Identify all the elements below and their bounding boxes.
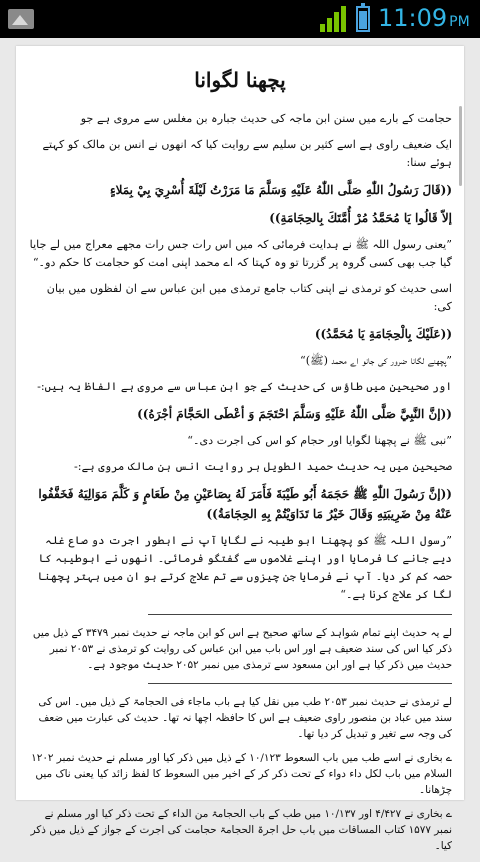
- signal-icon: [320, 6, 348, 32]
- battery-icon: [356, 6, 370, 32]
- scroll-indicator[interactable]: [459, 106, 462, 186]
- arabic-hadith-1b: إلاّ قَالُوا يَا مُحَمَّدُ مُرْ أُمَّتَكَ بِالحِجَامَةِ)): [269, 211, 452, 225]
- image-icon: [8, 9, 34, 29]
- paragraph-3: ”یعنی رسول اللہ ﷺ نے ہدایت فرمائی کہ میں اس رات جس رات مجھے معراج میں لے جایا گیا جب بھی کسی گروہ پر گزرتا تو وہ کہتا کہ اے محمد اپنی امت کو حجامت کا حکم دو۔“: [29, 238, 452, 269]
- paragraph-1: حجامت کے بارے میں سنن ابن ماجہ کی حدیث جبارہ بن مغلس سے مروی ہے جو: [80, 112, 452, 125]
- arabic-hadith-3: ((إنَّ النَّبِيَّ صَلَّى اللّٰهُ عَلَيْهِ وَسَلَّمَ احْتَجَمَ وَ أعْطَى الحَجَّامَ أجْرَهُ)): [137, 407, 452, 421]
- paragraph-7: ”نبی ﷺ نے پچھنا لگوایا اور حجام کو اس کی اجرت دی۔“: [187, 434, 452, 447]
- status-bar: [0, 0, 480, 38]
- footnote-3: ے بخاری نے اسے طب میں باب السعوط ۱۰/۱۲۳ کے ذیل میں ذکر کیا اور مسلم نے حدیث نمبر ۱۲۰۲ السلام میں باب لکل داء دواء کے تحت ذکر کر کے اخیر میں السعوط کا لفظ زائد کیا یعنی ناک میں چڑھانا۔: [31, 752, 452, 796]
- document-page[interactable]: [16, 46, 464, 852]
- page-title: پچھنا لگوانا: [194, 68, 286, 92]
- footnote-divider: [148, 683, 452, 684]
- footnote-1: لے یہ حدیث اپنے تمام شواہد کے ساتھ صحیح ہے اس کو ابن ماجہ نے حدیث نمبر ۳۴۷۹ کے ذیل میں ذکر کیا اس کی سند ضعیف ہے اور اس باب میں ابن عباس کی روایت کو ترمذی نے ۲۰۵۳ نمبر حدیث میں ذکر کیا ہے اور ابن مسعود سے ترمذی میں نمبر ۲۰۵۲ حدیث موجود ہے۔: [32, 627, 452, 671]
- footnote-4: ے بخاری نے ۴/۴۲۷ اور ۱۰/۱۳۷ میں طب کے باب الحجامۃ من الداء کے تحت ذکر کیا اور مسلم نے نمبر ۱۵۷۷ کتاب المساقات میں باب حل اجرۃ الحجامۃ حجامت کی اجرت کے جواز کے ذیل میں ذکر کیا۔: [30, 808, 452, 852]
- status-clock: [378, 4, 470, 32]
- arabic-hadith-4: ((إنَّ رَسُولَ اللّٰهِ ﷺ حَجَمَهُ أَبُو طَيْبَةَ فَأَمَرَ لَهُ بِصَاعَيْنِ مِنْ طَعَامٍ وَ كَلَّمَ مَوَالِيَهُ فَخَفَّفُوا عَنْهُ مِنْ ضَرِيبَتِهِ وَقَالَ خَيْرُ مَا تَدَاوَيْتُمْ بِهِ الحِجَامَةُ)): [38, 487, 452, 521]
- paragraph-4: اسی حدیث کو ترمذی نے اپنی کتاب جامع ترمذی میں ابن عباس سے ان لفظوں میں بیان کی:: [46, 282, 452, 313]
- arabic-hadith-1a: ((قَالَ رَسُولُ اللّٰهِ صَلَّى اللّٰهُ عَلَيْهِ وَسَلَّمَ مَا مَرَرْتُ لَيْلَةَ أُسْرِيَ بِيْ بِمَلاءٍ: [109, 183, 452, 197]
- footnote-divider: [148, 614, 452, 615]
- paragraph-6: اور صحیحین میں طاؤس کی حدیث کے جو ابن عباس سے مروی ہے الفاظ یہ ہیں:-: [37, 380, 452, 393]
- footnote-2: لے ترمذی نے حدیث نمبر ۲۰۵۳ طب میں نقل کیا ہے باب ماجاء فی الحجامۃ کے ذیل میں۔ اس کی سند میں عباد بن منصور راوی ضعیف ہے اس کا حافظہ اچھا نہ تھا۔ حدیث کی عبارت میں ضعف کی وجہ سے تغیر و تبدیل کر دیا تھا۔: [38, 696, 452, 740]
- paragraph-8: صحیحین میں یہ حدیث حمید الطویل بر روایت انس بن مالک مروی ہے:-: [74, 460, 452, 473]
- arabic-hadith-2: ((عَلَيْكَ بِالْحِجَامَةِ يَا مُحَمَّدُ)): [314, 327, 452, 341]
- clock-ampm: PM: [449, 14, 470, 30]
- paragraph-9: ”رسول اللہ ﷺ کو پچھنا ابو طیبہ نے لگایا آپ نے ابطور اجرت دو صاع غلہ دیے جانے کا فرمایا اور اپنے غلاموں سے گفتگو فرمائی۔ انھوں نے ابوطیبہ کا حصہ کم کر دیا۔ آپ نے فرمایا جن چیزوں سے تم علاج کرتے ہو ان میں بہتر پچھنا لگا کر علاج کرنا ہے۔“: [37, 534, 452, 601]
- clock-time: 11:09: [378, 4, 448, 32]
- paragraph-2: ایک ضعیف راوی ہے اسے کثیر بن سلیم سے روایت کیا کہ انھوں نے انس بن مالک کو کہتے ہوئے سنا:: [42, 138, 452, 169]
- paragraph-5: ”پچھنے لگانا ضرور کی جانو اے محمد (ﷺ)“: [300, 354, 452, 367]
- page-content: [28, 56, 452, 862]
